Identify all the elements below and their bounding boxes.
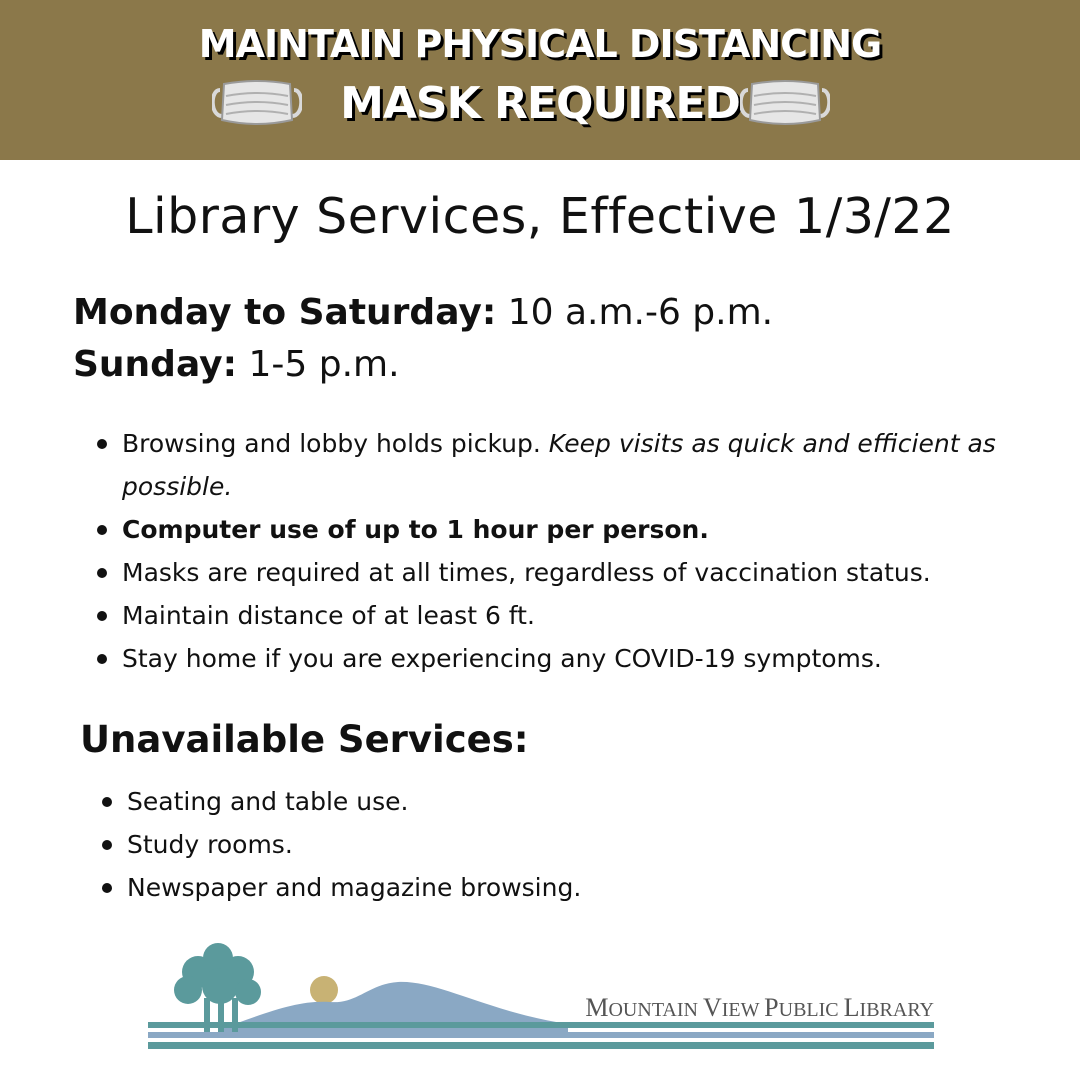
page-title: Library Services, Effective 1/3/22 [125,188,955,245]
list-item [95,594,1025,637]
face-mask-icon [740,76,830,130]
list-item [95,551,1025,594]
bullet-icon [102,883,112,893]
service-text: Maintain distance of at least 6 ft. [122,601,535,630]
header-banner [0,0,1080,160]
unavailable-services-list [100,780,1000,909]
library-logo [148,942,934,1052]
logo-wordmark: MOUNTAIN VIEW PUBLIC LIBRARY [585,993,934,1022]
available-services-list [95,422,1025,680]
bullet-icon [97,568,107,578]
hours-weekday [73,292,773,333]
list-item [100,823,1000,866]
service-text: Masks are required at all times, regardless of vaccination status. [122,558,931,587]
bullet-icon [97,439,107,449]
hours-sunday [73,344,400,385]
bullet-icon [97,611,107,621]
service-text: Stay home if you are experiencing any COVID-19 symptoms. [122,644,882,673]
list-item [95,508,1025,551]
list-item [95,637,1025,680]
hours-time: 1-5 p.m. [248,344,400,385]
banner-mask-text: MASK REQUIRED [340,78,740,129]
service-text: Newspaper and magazine browsing. [127,873,582,902]
hours-time: 10 a.m.-6 p.m. [507,292,774,333]
service-text: Computer use of up to 1 hour per person. [122,515,709,544]
sun-icon [310,976,338,1004]
service-text: Seating and table use. [127,787,409,816]
banner-distancing-text: MAINTAIN PHYSICAL DISTANCING [198,22,882,66]
bullet-icon [97,654,107,664]
bullet-icon [102,840,112,850]
bullet-icon [102,797,112,807]
hours-days-label: Sunday: [73,344,238,385]
list-item [100,866,1000,909]
service-text: Browsing and lobby holds pickup. [122,429,541,458]
unavailable-heading: Unavailable Services: [80,718,529,761]
service-note: Keep visits as quick and efficient as possible. [122,429,996,501]
list-item [95,422,1025,508]
service-text: Study rooms. [127,830,293,859]
list-item [100,780,1000,823]
bullet-icon [97,525,107,535]
hours-days-label: Monday to Saturday: [73,292,497,333]
